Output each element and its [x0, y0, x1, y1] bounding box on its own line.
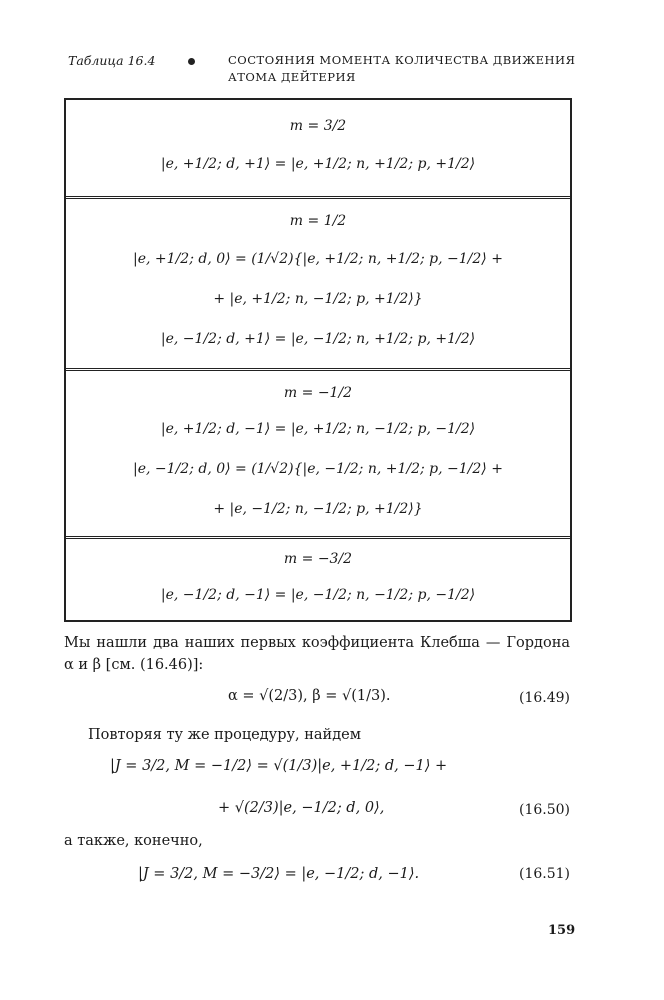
equation-16-50-line-1: |J = 3/2, M = −1/2⟩ = √(1/3)|e, +1/2; d, −1⟩ +	[110, 758, 448, 774]
state-line: |e, +1/2; d, −1⟩ = |e, +1/2; n, −1/2; p, −1/2⟩	[160, 421, 476, 437]
m-label: m = −3/2	[283, 551, 353, 567]
m-label: m = −1/2	[283, 385, 353, 401]
state-line: |e, −1/2; d, +1⟩ = |e, −1/2; n, +1/2; p, +1/2⟩	[160, 331, 476, 347]
states-table	[64, 98, 572, 622]
table-row-m-3-2	[66, 100, 570, 195]
equation-16-50-line-2: + √(2/3)|e, −1/2; d, 0⟩,	[218, 800, 385, 816]
state-line: |e, +1/2; d, +1⟩ = |e, +1/2; n, +1/2; p, +1/2⟩	[160, 156, 476, 172]
equation-number: (16.51)	[518, 866, 570, 882]
table-row-m-1-2	[66, 196, 570, 369]
table-label: Таблица 16.4	[68, 53, 156, 68]
bullet-dot-icon	[188, 58, 195, 65]
state-line: + |e, +1/2; n, −1/2; p, +1/2⟩}	[213, 291, 423, 307]
table-title: СОСТОЯНИЯ МОМЕНТА КОЛИЧЕСТВА ДВИЖЕНИЯ АТОМА ДЕЙТЕРИЯ	[228, 53, 576, 84]
m-label: m = 3/2	[289, 118, 347, 134]
paragraph-2: Повторяя ту же процедуру, найдем	[88, 727, 362, 743]
m-label: m = 1/2	[289, 213, 347, 229]
state-line: |e, −1/2; d, 0⟩ = (1/√2){|e, −1/2; n, +1/2; p, −1/2⟩ +	[133, 461, 503, 477]
paragraph-3: а также, конечно,	[64, 833, 203, 849]
equation-number: (16.49)	[518, 690, 570, 706]
state-line: |e, −1/2; d, −1⟩ = |e, −1/2; n, −1/2; p, −1/2⟩	[160, 587, 476, 603]
paragraph-1: Мы нашли два наших первых коэффициента Клебша — Гордона α и β [см. (16.46)]:	[64, 635, 570, 673]
equation-number: (16.50)	[518, 802, 570, 818]
equation-16-49: α = √(2/3), β = √(1/3).	[228, 688, 391, 704]
state-line: |e, +1/2; d, 0⟩ = (1/√2){|e, +1/2; n, +1/2; p, −1/2⟩ +	[133, 251, 503, 267]
page-number: 159	[548, 923, 576, 938]
table-row-m-minus-3-2	[66, 536, 570, 623]
state-line: + |e, −1/2; n, −1/2; p, +1/2⟩}	[213, 501, 423, 517]
equation-16-51: |J = 3/2, M = −3/2⟩ = |e, −1/2; d, −1⟩.	[138, 866, 420, 882]
table-row-m-minus-1-2	[66, 368, 570, 537]
